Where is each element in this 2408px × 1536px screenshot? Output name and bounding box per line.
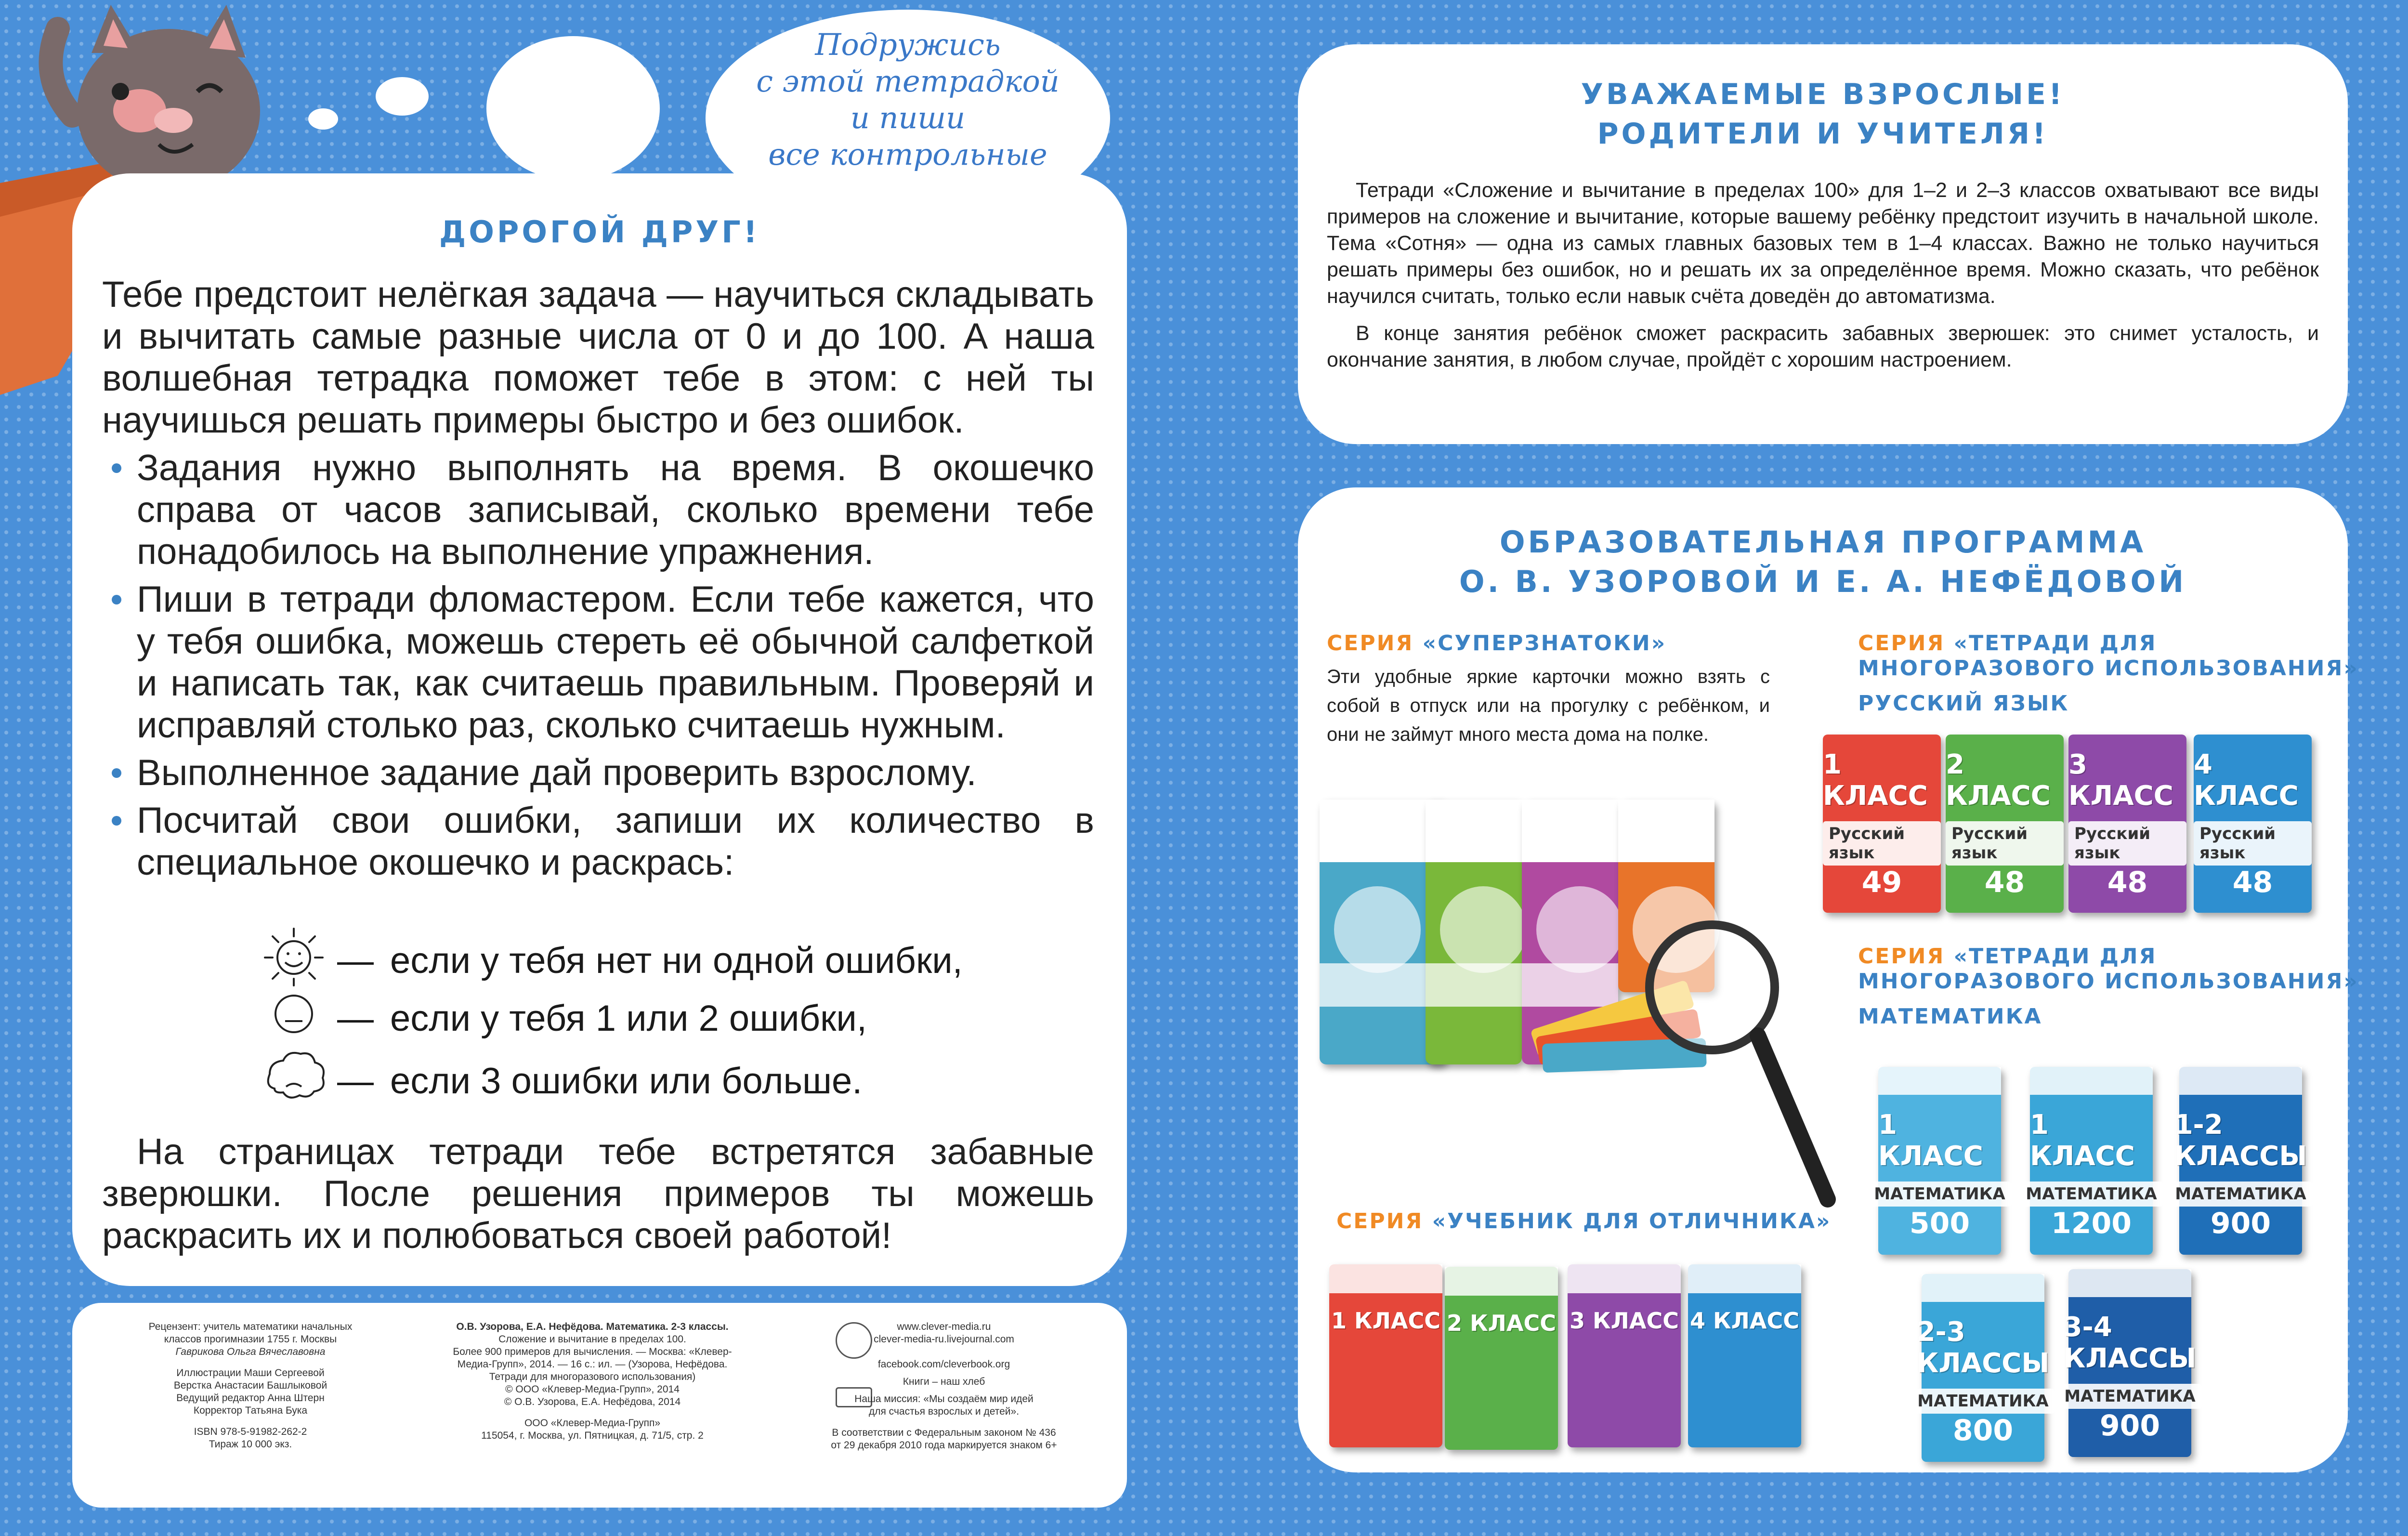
imprint-bibliography: О.В. Узорова, Е.А. Нефёдова. Математика. 2-3 классы. Сложение и вычитание в пределах 100. Более 900 примеров для вычисления. — Москва: «Клевер- Медиа-Групп», 2014. — 16 с.: ил. — (Узорова, Нефёдова. Тетради для многоразового использования) © ООО «Клевер-Медиа-Групп», 2014 © О.В. Узорова, Е.А. Нефёдова, 2014 ООО «Клевер-Медиа-Групп» 115054, г. Москва, ул. Пятницкая, д. 71/5, стр. 2 (453, 1321, 732, 1441)
russian-book-3: 3 КЛАСС Русский язык 48 (2068, 735, 2186, 913)
series-textbook-label: СЕРИЯ «УЧЕБНИК ДЛЯ ОТЛИЧНИКА» (1336, 1209, 1832, 1234)
russian-book-2: 2 КЛАСС Русский язык 48 (1946, 735, 2064, 913)
series-superznatoki-label: СЕРИЯ «СУПЕРЗНАТОКИ» (1327, 631, 1667, 656)
closing-paragraph: На страницах тетради тебе встретятся забавные зверюшки. После решения примеров ты можешь раскрасить их и полюбоваться своей работой! (102, 1131, 1094, 1256)
program-title: ОБРАЗОВАТЕЛЬНАЯ ПРОГРАММА О. В. УЗОРОВОЙ И Е. А. НЕФЁДОВОЙ (1459, 525, 2187, 599)
math-book-1: 1 КЛАСС МАТЕМАТИКА 500 (1878, 1067, 2001, 1255)
legend-text: если у тебя нет ни одной ошибки, (390, 940, 963, 981)
adults-paragraph: В конце занятия ребёнок сможет раскрасить забавных зверюшек: это снимет усталость, и окончание занятия, в любом случае, пройдёт с хорошим настроением. (1327, 322, 2319, 371)
legend-text: если 3 ошибки или больше. (390, 1060, 863, 1102)
legend-dash: — (337, 998, 374, 1039)
legend-row-many-errors (260, 1045, 862, 1116)
magnifier-icon (1640, 910, 1842, 1209)
dear-friend-title: ДОРОГОЙ ДРУГ! (439, 214, 760, 249)
series-reusable-russian-label: СЕРИЯ «ТЕТРАДИ ДЛЯ МНОГОРАЗОВОГО ИСПОЛЬЗОВАНИЯ» (1858, 631, 2359, 681)
thought-cloud-large (486, 36, 660, 181)
textbook-3: 3 КЛАСС (1568, 1264, 1681, 1447)
facebook-link[interactable]: facebook.com/cleverbook.org (877, 1359, 1010, 1370)
adults-title: УВАЖАЕМЫЕ ВЗРОСЛЫЕ! РОДИТЕЛИ И УЧИТЕЛЯ! (1581, 78, 2065, 151)
bullet-item: Выполненное задание дай проверить взрослому. (102, 752, 1094, 794)
math-book-5: 3-4 КЛАССЫ МАТЕМАТИКА 900 (2068, 1269, 2191, 1457)
textbook-1: 1 КЛАСС (1329, 1264, 1442, 1447)
legend-dash: — (337, 1060, 374, 1102)
adults-paragraph: Тетради «Сложение и вычитание в пределах 100» для 1–2 и 2–3 классов охватывают все виды примеров на сложение и вычитание, которые вашему ребёнку предстоит изучить в начальной школе. Тема «Сотня» — одна из самых главных базовых тем в 1–4 классах. Важно не только научиться решать примеры без ошибок, но и решать их за определённое время. Можно сказать, что ребёнок научился считать, только если навык счёта доведён до автоматизма. (1327, 179, 2319, 308)
russian-book-1: 1 КЛАСС Русский язык 49 (1823, 735, 1941, 913)
intro-paragraph: Тебе предстоит нелёгкая задача — научиться складывать и вычитать самые разные числа от 0 и до 100. А наша волшебная тетрадка поможет тебе в этом: с ней ты научишься решать примеры быстро и без ошибок. (102, 274, 1094, 441)
series-reusable-math-label: СЕРИЯ «ТЕТРАДИ ДЛЯ МНОГОРАЗОВОГО ИСПОЛЬЗОВАНИЯ» (1858, 944, 2359, 994)
imprint-contacts: www.clever-media.ru clever-media-ru.livejournal.com facebook.com/cleverbook.org Книги – наш хлеб Наша миссия: «Мы создаём мир идей для счастья взрослых и детей». В соответствии с Федеральным законом № 436 от 29 декабря 2010 года маркируется знаком 6+ (790, 1321, 1098, 1452)
subject-russian: РУССКИЙ ЯЗЫК (1858, 691, 2069, 716)
cloud-face-icon (260, 1045, 337, 1116)
imprint-credits: Рецензент: учитель математики начальных классов прогимназии 1755 г. Москвы Гаврикова Ольга Вячеславовна Иллюстрации Маши Сергеевой Верстка Анастасии Башлыковой Ведущий редактор Анна Штерн Корректор Татьяна Бука ISBN 978-5-91982-262-2 Тираж 10 000 экз. (148, 1321, 353, 1450)
bullet-item: Задания нужно выполнять на время. В окошечко справа от часов записывай, сколько времени тебе понадобилось на выполнение упражнения. (102, 447, 1094, 573)
series-superznatoki-description: Эти удобные яркие карточки можно взять с собой в отпуск или на прогулку с ребёнком, и они не займут много места дома на полке. (1327, 666, 1770, 745)
textbook-2: 2 КЛАСС (1445, 1267, 1558, 1450)
dear-friend-text (102, 274, 1094, 883)
legend-row-few-errors (260, 987, 867, 1049)
thought-cloud-medium (376, 77, 429, 116)
subject-math: МАТЕМАТИКА (1858, 1004, 2042, 1029)
website-link[interactable]: www.clever-media.ru (897, 1321, 991, 1332)
legend-text: если у тебя 1 или 2 ошибки, (390, 998, 867, 1039)
product-card (1426, 800, 1522, 1064)
thought-cloud-small (308, 108, 338, 130)
sun-face-icon (260, 925, 337, 996)
livejournal-link[interactable]: clever-media-ru.livejournal.com (874, 1334, 1014, 1345)
closing-text (102, 1131, 1094, 1257)
adults-text (1327, 177, 2319, 373)
math-book-3: 1-2 КЛАССЫ МАТЕМАТИКА 900 (2179, 1067, 2302, 1255)
math-book-2: 1 КЛАСС МАТЕМАТИКА 1200 (2030, 1067, 2153, 1255)
neutral-face-icon (260, 987, 337, 1049)
bullet-item: Посчитай свои ошибки, запиши их количество в специальное окошечко и раскрась: (102, 800, 1094, 883)
bullet-item: Пиши в тетради фломастером. Если тебе кажется, что у тебя ошибка, можешь стереть её обычной салфеткой и написать так, как считаешь правильным. Проверяй и исправляй столько раз, сколько считаешь нужным. (102, 578, 1094, 746)
math-book-4: 2-3 КЛАССЫ МАТЕМАТИКА 800 (1922, 1274, 2044, 1462)
bubble-text: Подружись с этой тетрадкой и пиши все контрольные (756, 27, 1060, 172)
textbook-4: 4 КЛАСС (1688, 1264, 1801, 1447)
russian-book-4: 4 КЛАСС Русский язык 48 (2194, 735, 2312, 913)
legend-row-no-errors (260, 925, 963, 996)
legend-dash: — (337, 940, 374, 981)
